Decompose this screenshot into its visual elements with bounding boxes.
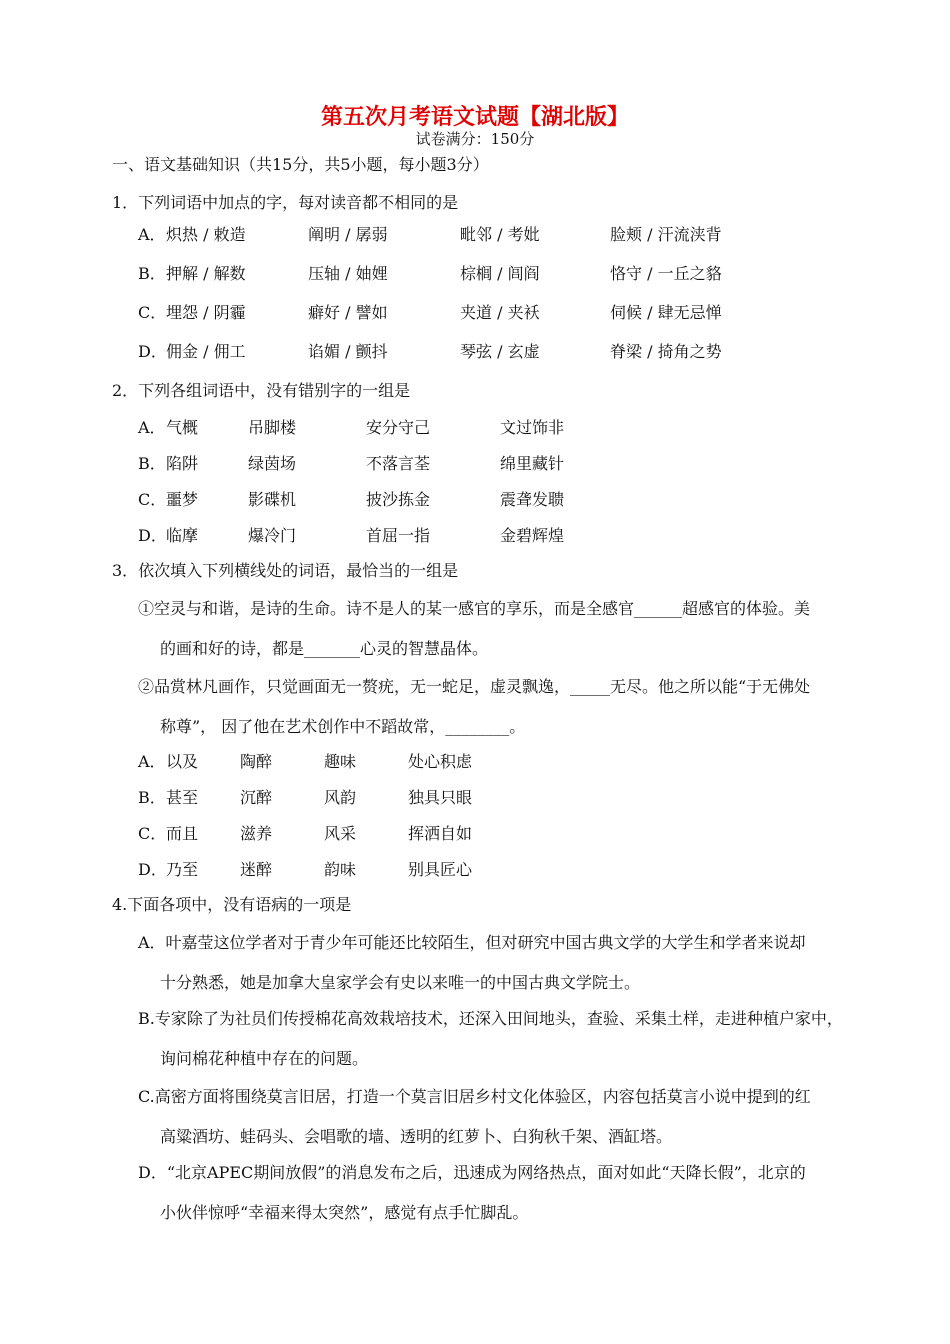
q1-option-label: C． [138, 303, 167, 322]
page-title: 第五次月考语文试题【湖北版】 [320, 105, 629, 130]
q3-passage-1a: ①空灵与和谐，是诗的生命。诗不是人的某一感官的享乐，而是全感官______超感官的体验。美 [138, 599, 811, 618]
q2-option-item: 临摩 [166, 526, 199, 545]
q3-option-item: 趣味 [324, 752, 357, 771]
q3-option-item: 迷醉 [240, 860, 273, 879]
q4-option-b-line1: B.专家除了为社员们传授棉花高效栽培技术，还深入田间地头，查验、采集土样，走进种植户家中， [138, 1009, 843, 1028]
q2-option-item: 金碧辉煌 [500, 526, 565, 545]
q1-option-item: 压轴 / 妯娌 [308, 264, 388, 283]
q1-option-item: 脊梁 / 掎角之势 [610, 342, 722, 361]
q1-option-item: 炽热 / 敕造 [166, 225, 246, 244]
q4-option-c-line2: 高粱酒坊、蛙码头、会唱歌的墙、透明的红萝卜、白狗秋千架、酒缸塔。 [160, 1127, 673, 1146]
q2-option-item: 首屈一指 [366, 526, 431, 545]
q2-option-item: 绿茵场 [248, 454, 297, 473]
q1-option-item: 埋怨 / 阴霾 [166, 303, 246, 322]
q3-option-label: B． [138, 788, 166, 807]
q1-option-item: 癖好 / 譬如 [308, 303, 388, 322]
q3-option-item: 独具只眼 [408, 788, 473, 807]
q2-option-item: 绵里藏针 [500, 454, 565, 473]
q1-option-label: A． [138, 225, 166, 244]
q2-option-item: 披沙拣金 [366, 490, 431, 509]
q3-passage-2a: ②品赏林凡画作，只觉画面无一赘疣，无一蛇足，虚灵飘逸，_____无尽。他之所以能“于无佛处 [138, 677, 811, 696]
q3-option-item: 处心积虑 [408, 752, 473, 771]
q2-option-label: B． [138, 454, 166, 473]
q3-option-item: 风采 [324, 824, 357, 843]
q4-option-a-line1: A．叶嘉莹这位学者对于青少年可能还比较陌生，但对研究中国古典文学的大学生和学者来说却 [138, 933, 806, 952]
q1-option-item: 琴弦 / 玄虚 [460, 342, 540, 361]
q1-option-item: 毗邻 / 考妣 [460, 225, 540, 244]
q2-option-item: 爆冷门 [248, 526, 297, 545]
page-subtitle: 试卷满分：150分 [415, 130, 535, 148]
q1-option-item: 阐明 / 孱弱 [308, 225, 388, 244]
q3-option-item: 沉醉 [240, 788, 273, 807]
q1-stem: 1．下列词语中加点的字，每对读音都不相同的是 [112, 193, 459, 212]
q3-passage-2b: 称尊”， 因了他在艺术创作中不蹈故常，________。 [160, 717, 526, 736]
q4-stem: 4.下面各项中，没有语病的一项是 [112, 895, 352, 914]
q4-option-d-line2: 小伙伴惊呼“幸福来得太突然”，感觉有点手忙脚乱。 [160, 1203, 529, 1222]
q1-option-item: 恪守 / 一丘之貉 [610, 264, 722, 283]
q2-option-item: 陷阱 [166, 454, 199, 473]
q2-option-item: 气概 [166, 418, 199, 437]
q4-option-a-line2: 十分熟悉，她是加拿大皇家学会有史以来唯一的中国古典文学院士。 [160, 973, 641, 992]
q2-option-item: 噩梦 [166, 490, 199, 509]
q2-option-item: 文过饰非 [500, 418, 565, 437]
q3-passage-1b: 的画和好的诗，都是_______心灵的智慧晶体。 [160, 639, 489, 658]
q3-option-item: 陶醉 [240, 752, 273, 771]
q1-option-item: 棕榈 / 闾阎 [460, 264, 540, 283]
q4-option-d-line1: D．“北京APEC期间放假”的消息发布之后，迅速成为网络热点，面对如此“天降长假”，北京的 [138, 1163, 806, 1182]
q3-option-item: 别具匠心 [408, 860, 473, 879]
q2-option-label: D． [138, 526, 167, 545]
q3-option-item: 韵味 [324, 860, 357, 879]
q1-option-label: B． [138, 264, 166, 283]
q1-option-item: 伺候 / 肆无忌惮 [610, 303, 722, 322]
q2-option-item: 不落言荃 [366, 454, 431, 473]
q4-option-b-line2: 询问棉花种植中存在的问题。 [160, 1049, 369, 1068]
q2-stem: 2．下列各组词语中，没有错别字的一组是 [112, 381, 411, 400]
q1-option-label: D． [138, 342, 167, 361]
q2-option-item: 吊脚楼 [248, 418, 297, 437]
q3-option-label: C． [138, 824, 167, 843]
q2-option-item: 安分守己 [366, 418, 431, 437]
q1-option-item: 佣金 / 佣工 [166, 342, 246, 361]
q3-option-item: 挥洒自如 [408, 824, 473, 843]
q1-option-item: 夹道 / 夹袄 [460, 303, 540, 322]
q3-option-item: 以及 [166, 752, 199, 771]
q3-option-item: 甚至 [166, 788, 199, 807]
q2-option-label: A． [138, 418, 166, 437]
q2-option-item: 影碟机 [248, 490, 297, 509]
q3-option-item: 风韵 [324, 788, 357, 807]
q3-option-item: 乃至 [166, 860, 199, 879]
q1-option-item: 脸颊 / 汗流浃背 [610, 225, 722, 244]
q3-option-item: 滋养 [240, 824, 273, 843]
q1-option-item: 押解 / 解数 [166, 264, 246, 283]
q3-stem: 3．依次填入下列横线处的词语，最恰当的一组是 [112, 561, 459, 580]
q4-option-c-line1: C.高密方面将围绕莫言旧居，打造一个莫言旧居乡村文化体验区，内容包括莫言小说中提到的红 [138, 1087, 811, 1106]
q3-option-label: A． [138, 752, 166, 771]
q2-option-label: C． [138, 490, 167, 509]
q3-option-label: D． [138, 860, 167, 879]
q3-option-item: 而且 [166, 824, 199, 843]
q2-option-item: 震聋发聩 [500, 490, 565, 509]
section-heading: 一、语文基础知识（共15分，共5小题，每小题3分） [112, 155, 489, 174]
q1-option-item: 谄媚 / 颤抖 [308, 342, 388, 361]
